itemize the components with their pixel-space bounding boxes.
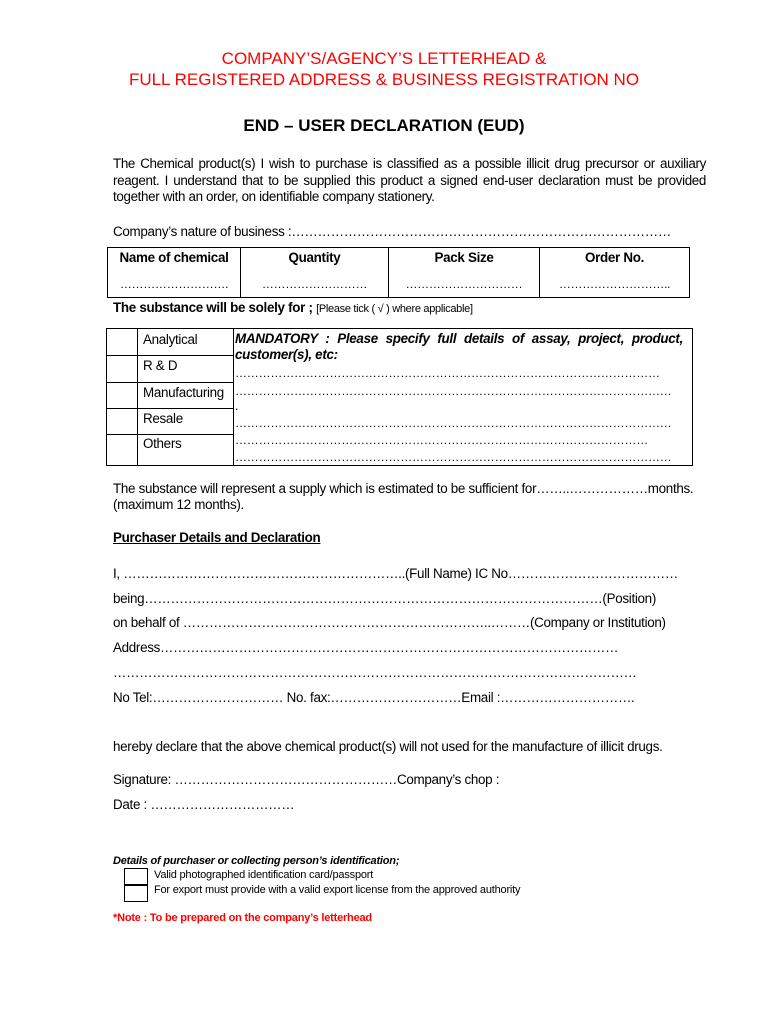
details-line-1[interactable]: ………………………………………………………………………………………………	[235, 366, 660, 380]
quantity-dots: ………………………	[261, 277, 368, 291]
intro-paragraph: The Chemical product(s) I wish to purchase is classified as a possible illicit drug precursor or auxiliary reagent. I understand that to be supplied this product a signed end-user declaration must be provided together with an order, on identifiable company stationery.	[113, 156, 706, 204]
mandatory-instruction: MANDATORY : Please specify full details of assay, project, product, customer(s), etc:	[235, 331, 683, 362]
signature-field[interactable]: Signature: ……………………………………………Company’s chop :	[113, 772, 500, 787]
supply-estimate-line[interactable]: The substance will represent a supply which is estimated to be sufficient for……..………………months.	[113, 481, 694, 496]
details-line-dot: .	[235, 399, 239, 413]
purchaser-heading: Purchaser Details and Declaration	[113, 530, 321, 545]
position-field[interactable]: being……………………………………………………………………………………………(Position)	[113, 591, 656, 606]
details-line-2[interactable]: …………………………………………………………………………………………………	[235, 384, 672, 398]
table-row	[108, 248, 690, 298]
table-cell-quantity[interactable]	[241, 248, 389, 298]
column-header-order-no: Order No.	[584, 250, 645, 265]
chemical-dots: ……………………….	[119, 277, 229, 291]
checkbox-resale[interactable]	[107, 409, 137, 434]
id-card-option: Valid photographed identification card/passport	[154, 869, 374, 881]
company-institution-field[interactable]: on behalf of ……………………………………………………………..………(Company or Institution)	[113, 615, 666, 630]
solely-for-label: The substance will be solely for ;	[113, 300, 313, 315]
solely-for-line	[113, 300, 473, 315]
purpose-box	[106, 328, 693, 466]
checkbox-analytical[interactable]	[107, 329, 137, 355]
purpose-r-and-d: R & D	[143, 358, 178, 373]
letterhead-line-1: COMPANY’S/AGENCY’S LETTERHEAD &	[221, 49, 547, 68]
export-license-option: For export must provide with a valid export license from the approved authority	[154, 884, 521, 896]
table-cell-order-no[interactable]	[540, 248, 690, 298]
address-field[interactable]: Address……………………………………………………………………………………………	[113, 640, 619, 655]
purpose-analytical: Analytical	[143, 332, 198, 347]
order-table	[107, 247, 690, 298]
nature-of-business-field[interactable]: Company’s nature of business :……………………………………………………………………………	[113, 224, 671, 239]
address-field-continued[interactable]: …………………………………………………………………………………………………………	[113, 665, 637, 680]
supply-maximum-note: (maximum 12 months).	[113, 497, 244, 512]
full-name-ic-field[interactable]: I, ………………………………………………………..(Full Name) IC No…………………………………	[113, 566, 678, 581]
checkbox-column	[107, 329, 138, 465]
identification-heading: Details of purchaser or collecting person’s identification;	[113, 855, 400, 867]
checkbox-others[interactable]	[107, 435, 137, 465]
declaration-statement: hereby declare that the above chemical product(s) will not used for the manufacture of illicit drugs.	[113, 739, 663, 754]
contact-fields[interactable]: No Tel:………………………… No. fax:…………………………Email :………………………….	[113, 690, 635, 705]
checkbox-manufacturing[interactable]	[107, 383, 137, 408]
tick-instruction: [Please tick ( √ ) where applicable]	[316, 303, 473, 315]
order-no-dots: ………………………..	[558, 277, 671, 291]
purpose-resale: Resale	[143, 411, 183, 426]
table-cell-chemical[interactable]	[108, 248, 241, 298]
checkbox-r-and-d[interactable]	[107, 356, 137, 382]
column-header-pack-size: Pack Size	[434, 250, 494, 265]
column-header-chemical: Name of chemical	[119, 250, 229, 265]
pack-size-dots: …………………………	[405, 277, 523, 291]
details-line-3[interactable]: …………………………………………………………………………………………………	[235, 416, 672, 430]
details-line-4[interactable]: ……………………………………………………………………………………………	[235, 433, 649, 447]
column-header-quantity: Quantity	[288, 250, 341, 265]
export-license-checkbox[interactable]	[124, 884, 148, 902]
details-line-5[interactable]: …………………………………………………………………………………………………	[235, 450, 672, 464]
purpose-options-column	[137, 329, 234, 465]
document-title: END – USER DECLARATION (EUD)	[243, 116, 525, 135]
letterhead-note: *Note : To be prepared on the company’s letterhead	[113, 912, 372, 924]
purpose-manufacturing: Manufacturing	[143, 385, 224, 400]
purpose-others: Others	[143, 436, 182, 451]
date-field[interactable]: Date : ……………………………	[113, 797, 295, 812]
letterhead-line-2: FULL REGISTERED ADDRESS & BUSINESS REGISTRATION NO	[128, 70, 640, 89]
table-cell-pack-size[interactable]	[389, 248, 540, 298]
